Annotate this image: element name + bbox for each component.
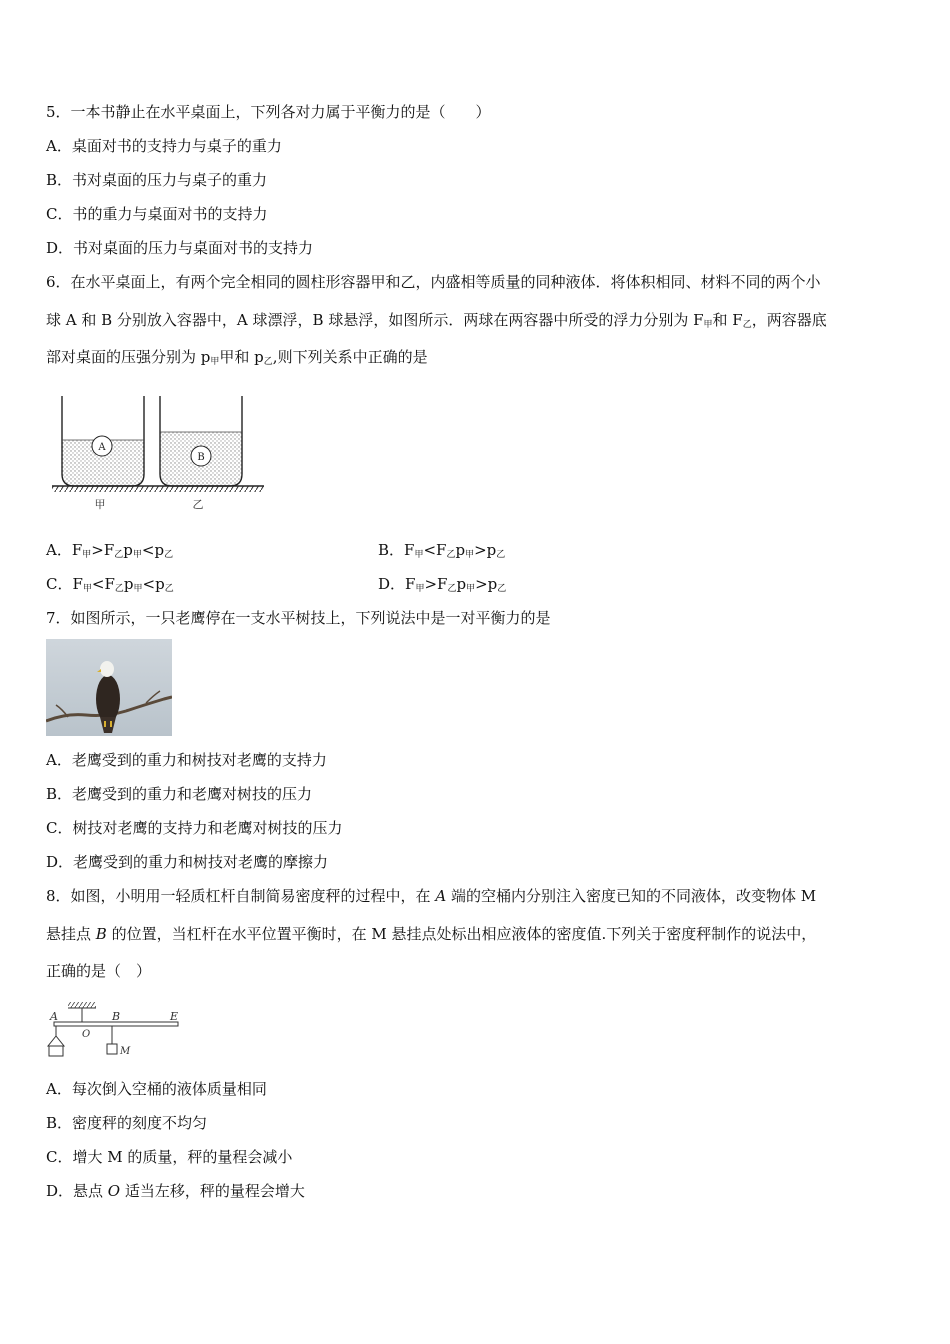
q8-option-d: D．悬点 O 适当左移，秤的量程会增大 [46,1182,305,1200]
label-o: O [82,1029,91,1040]
q6-stem-line3: 部对桌面的压强分别为 $p_甲$甲和 $p_乙$,则下列关系中正确的是 [46,348,428,367]
q8-option-a: A．每次倒入空桶的液体质量相同 [46,1080,267,1098]
ball-a-label: A [98,442,106,453]
label-yi: 乙 [192,498,204,511]
q7-option-a: A．老鹰受到的重力和树技对老鹰的支持力 [46,751,327,769]
q6-containers-figure [46,394,276,514]
q8-stem-line3: 正确的是（ ） [46,962,152,980]
label-m: M [120,1046,131,1057]
ball-b-label: B [197,452,205,463]
q8-option-c: C．增大 M 的质量，秤的量程会减小 [46,1148,293,1166]
q7-stem: 7．如图所示，一只老鹰停在一支水平树技上，下列说法中是一对平衡力的是 [46,609,551,627]
q7-option-b: B．老鹰受到的重力和老鹰对树技的压力 [46,785,313,803]
q5-option-a: A．桌面对书的支持力与桌子的重力 [46,137,282,155]
eagle-photo [46,639,172,736]
q7-option-c: C．树技对老鹰的支持力和老鹰对树技的压力 [46,819,343,837]
bucket-top [48,1036,64,1046]
q6-stem-line2: 球 A 和 B 分别放入容器中，A 球漂浮，B 球悬浮，如图所示．两球在两容器中所受的浮力分别为 $F_甲$和 $F_乙$，两容器底 [46,311,827,330]
eagle-body [96,675,120,723]
eagle-head [100,661,114,677]
q6-stem-line1: 6．在水平桌面上，有两个完全相同的圆柱形容器甲和乙，内盛相等质量的同种液体．将体积相同、材料不同的两个小 [46,273,821,291]
q5-option-c: C．书的重力与桌面对书的支持力 [46,205,268,223]
weight-m [107,1044,117,1054]
label-b: B [112,1010,121,1023]
ceiling [68,1002,96,1008]
q8-option-b: B．密度秤的刻度不均匀 [46,1114,208,1132]
q6-option-a: A．$F_甲>F_乙p_甲<p_乙$ [46,541,174,560]
q8-stem-line2: 悬挂点 B 的位置，当杠杆在水平位置平衡时，在 M 悬挂点处标出相应液体的密度值.下列关于密度秤制作的说法中， [46,925,817,943]
ground-hatch [52,486,264,492]
q6-option-d: D．$F_甲>F_乙p_甲>p_乙$ [378,575,507,594]
q5-stem: 5．一本书静止在水平桌面上，下列各对力属于平衡力的是（ ） [46,103,491,121]
q6-option-b: B．$F_甲<F_乙p_甲>p_乙$ [378,541,506,560]
q8-stem-line1: 8．如图，小明用一轻质杠杆自制简易密度秤的过程中，在 A 端的空桶内分别注入密度已知的不同液体，改变物体 M [46,887,817,905]
label-jia: 甲 [94,498,106,511]
q5-option-d: D．书对桌面的压力与桌面对书的支持力 [46,239,314,257]
bucket [49,1046,63,1056]
q5-option-b: B．书对桌面的压力与桌子的重力 [46,171,268,189]
label-a: A [50,1010,58,1023]
density-balance-figure [44,1000,184,1064]
q7-option-d: D．老鹰受到的重力和树技对老鹰的摩擦力 [46,853,329,871]
label-e: E [170,1010,179,1023]
q6-option-c: C．$F_甲<F_乙p_甲<p_乙$ [46,575,174,594]
